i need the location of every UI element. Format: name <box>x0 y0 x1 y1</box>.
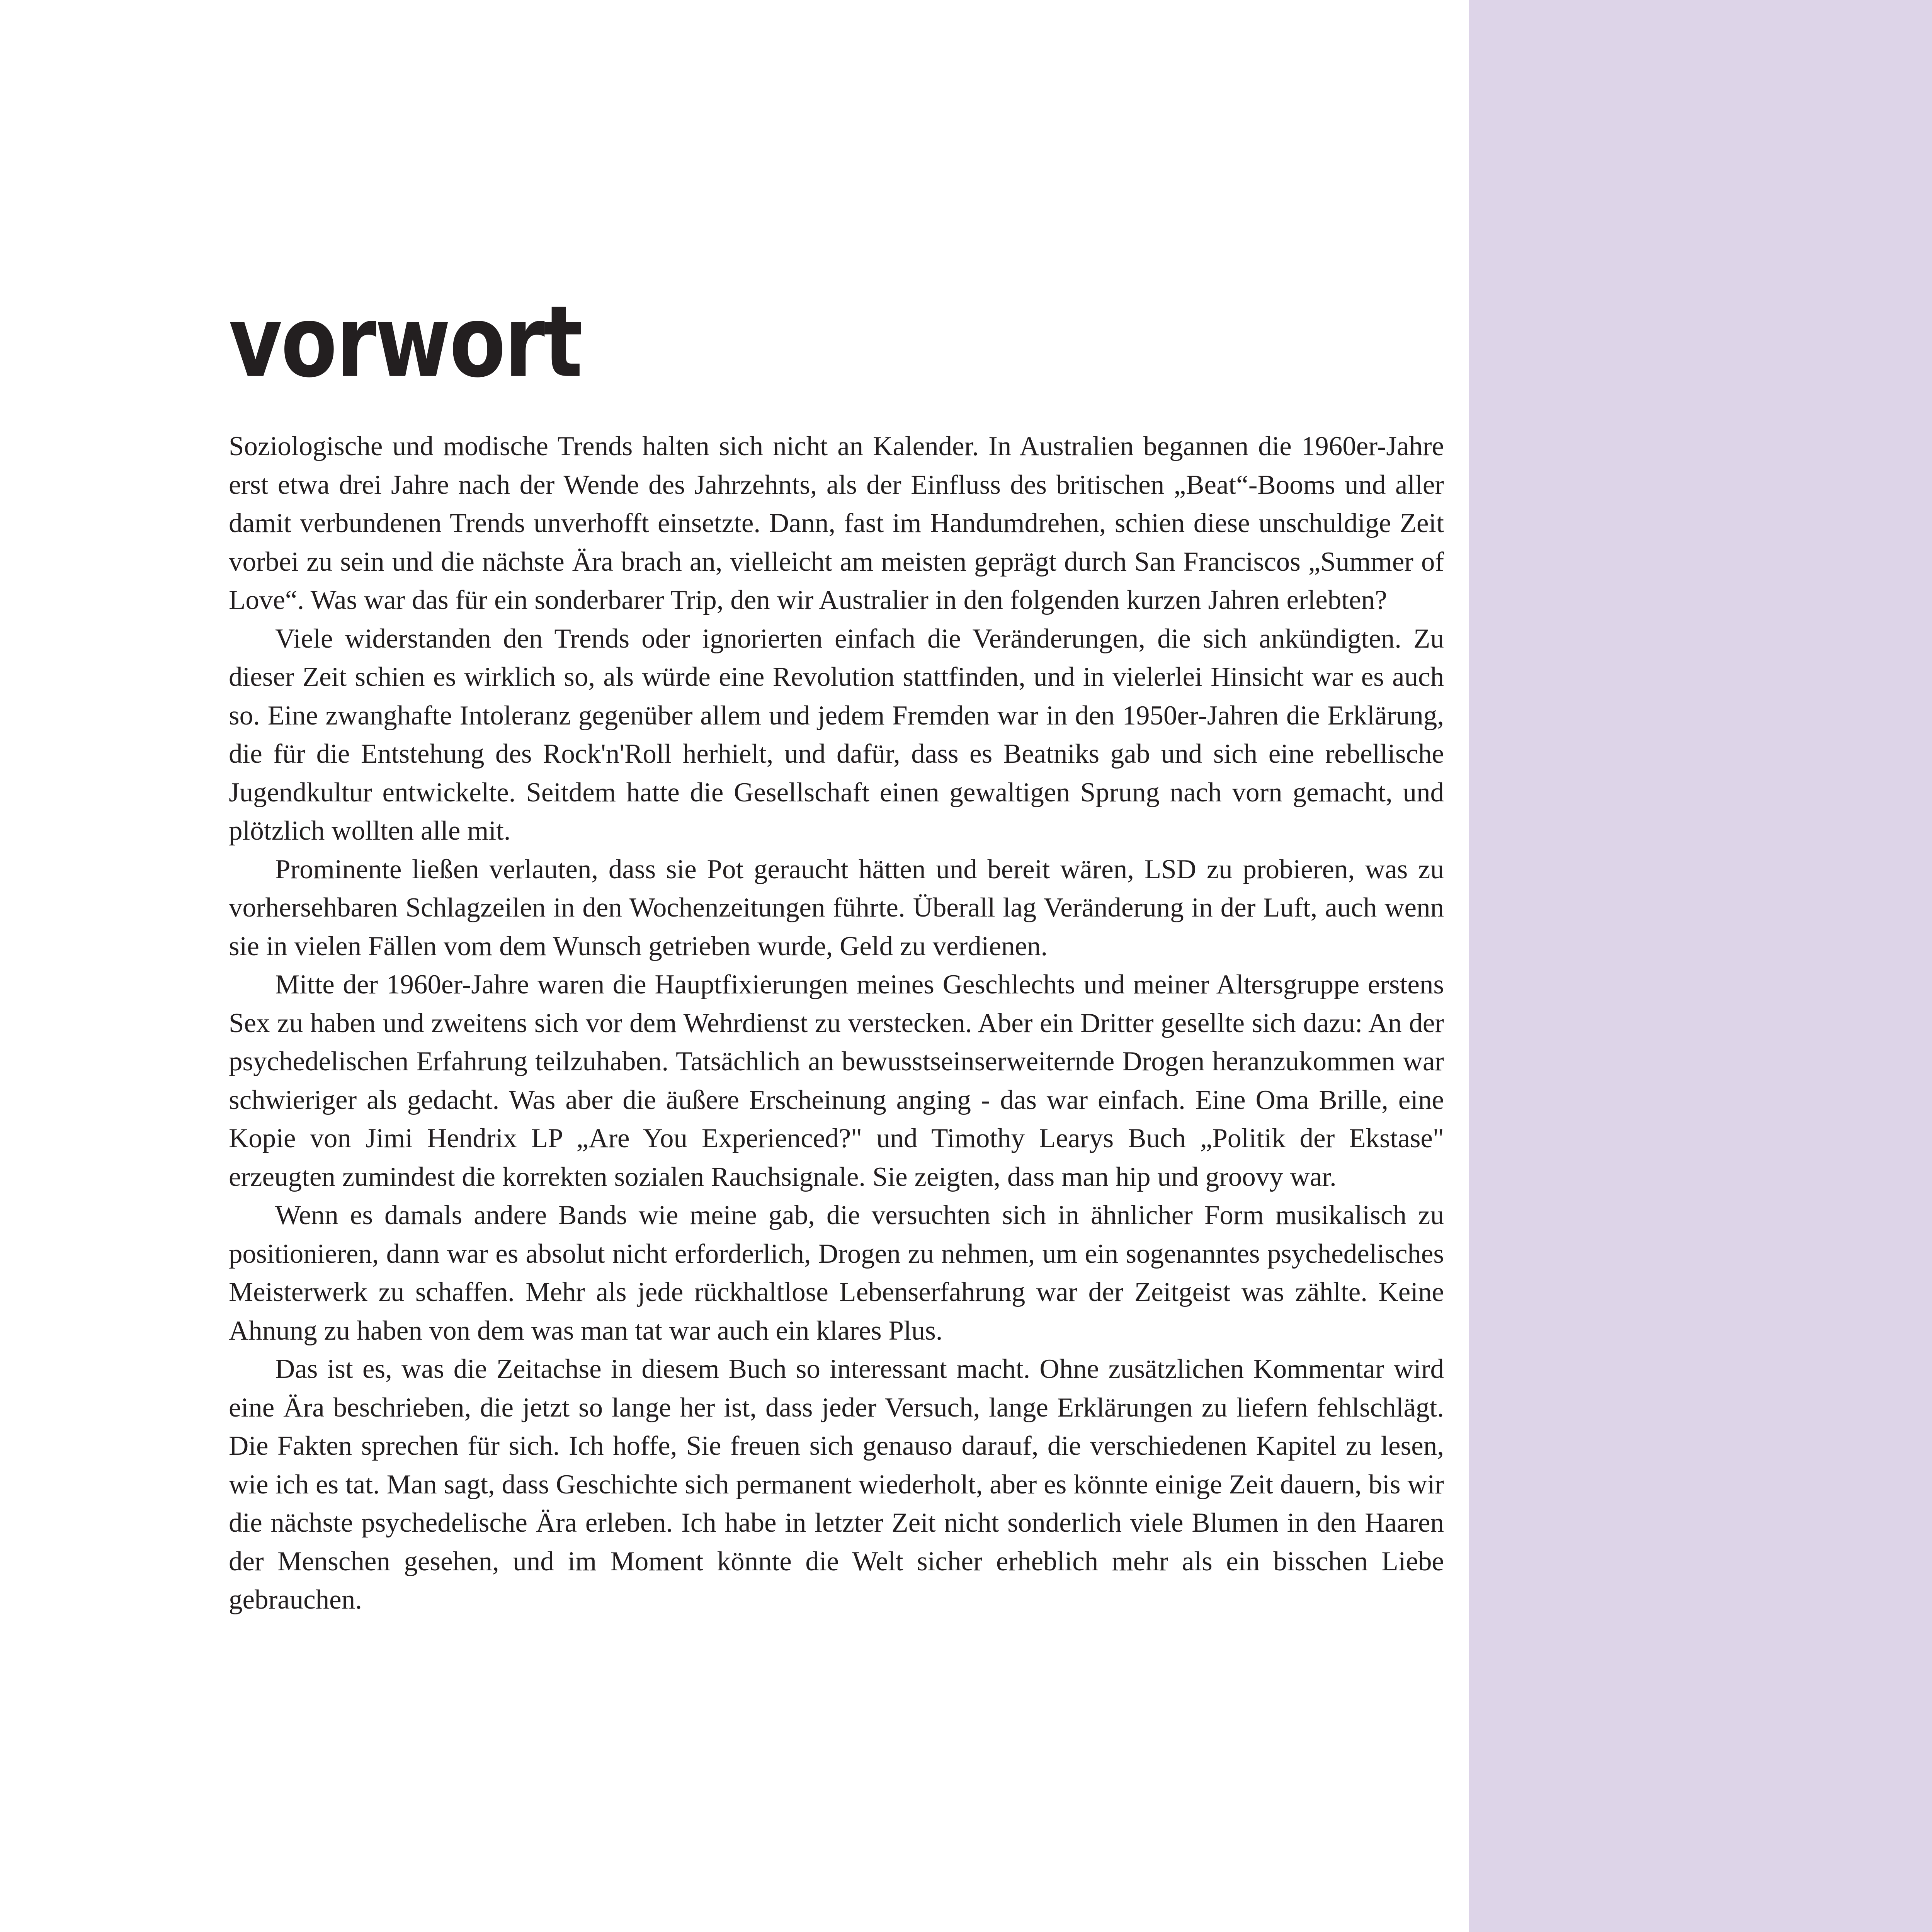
paragraph: Soziologische und modische Trends halten sich nicht an Kalender. In Australien begannen die 1960er-Jahre erst etwa drei Jahre nach der Wende des Jahrzehnts, als der Einfluss des britischen „Beat“-Booms und aller damit verbundenen Trends unverhofft einsetzte. Dann, fast im Handumdrehen, schien diese unschuldige Zeit vorbei zu sein und die nächste Ära brach an, vielleicht am meisten geprägt durch San Franciscos „Summer of Love“. Was war das für ein sonderbarer Trip, den wir Australier in den folgenden kurzen Jahren erlebten? <box>229 431 1444 615</box>
foreword-body <box>229 427 1444 1619</box>
paragraph: Mitte der 1960er-Jahre waren die Hauptfixierungen meines Geschlechts und meiner Altersgruppe erstens Sex zu haben und zweitens sich vor dem Wehrdienst zu verstecken. Aber ein Dritter gesellte sich dazu: An der psychedelischen Erfahrung teilzuhaben. Tatsächlich an bewusstseinserweiternde Drogen heranzukommen war schwieriger als gedacht. Was aber die äußere Erscheinung anging - das war einfach. Eine Oma Brille, eine Kopie von Jimi Hendrix LP „Are You Experienced?" und Timothy Learys Buch „Politik der Ekstase" erzeugten zumindest die korrekten sozialen Rauchsignale. Sie zeigten, dass man hip und groovy war. <box>229 969 1444 1192</box>
side-color-band <box>1469 0 1932 1932</box>
paragraph: Wenn es damals andere Bands wie meine gab, die versuchten sich in ähnlicher Form musikalisch zu positionieren, dann war es absolut nicht erforderlich, Drogen zu nehmen, um ein sogenanntes psychedelisches Meisterwerk zu schaffen. Mehr als jede rückhaltlose Lebenserfahrung war der Zeitgeist was zählte. Keine Ahnung zu haben von dem was man tat war auch ein klares Plus. <box>229 1200 1444 1346</box>
page-title: vorwort <box>229 284 582 400</box>
paragraph: Prominente ließen verlauten, dass sie Pot geraucht hätten und bereit wären, LSD zu probieren, was zu vorhersehbaren Schlagzeilen in den Wochenzeitungen führte. Überall lag Veränderung in der Luft, auch wenn sie in vielen Fällen vom dem Wunsch getrieben wurde, Geld zu verdienen. <box>229 854 1444 961</box>
paragraph: Das ist es, was die Zeitachse in diesem Buch so interessant macht. Ohne zusätzlichen Kommentar wird eine Ära beschrieben, die jetzt so lange her ist, dass jeder Versuch, lange Erklärungen zu liefern fehlschlägt. Die Fakten sprechen für sich. Ich hoffe, Sie freuen sich genauso darauf, die verschiedenen Kapitel zu lesen, wie ich es tat. Man sagt, dass Geschichte sich permanent wiederholt, aber es könnte einige Zeit dauern, bis wir die nächste psychedelische Ära erleben. Ich habe in letzter Zeit nicht sonderlich viele Blumen in den Haaren der Menschen gesehen, und im Moment könnte die Welt sicher erheblich mehr als ein bisschen Liebe gebrauchen. <box>229 1354 1444 1615</box>
signature-author <box>229 1930 1444 1932</box>
paragraph: Viele widerstanden den Trends oder ignorierten einfach die Veränderungen, die sich ankündigten. Zu dieser Zeit schien es wirklich so, als würde eine Revolution stattfinden, und in vielerlei Hinsicht war es auch so. Eine zwanghafte Intoleranz gegenüber allem und jedem Fremden war in den 1950er-Jahren die Erklärung, die für die Entstehung des Rock'n'Roll herhielt, und dafür, dass es Beatniks gab und sich eine rebellische Jugendkultur entwickelte. Seitdem hatte die Gesellschaft einen gewaltigen Sprung nach vorn gemacht, und plötzlich wollten alle mit. <box>229 623 1444 846</box>
signature-block <box>229 1930 1444 1932</box>
